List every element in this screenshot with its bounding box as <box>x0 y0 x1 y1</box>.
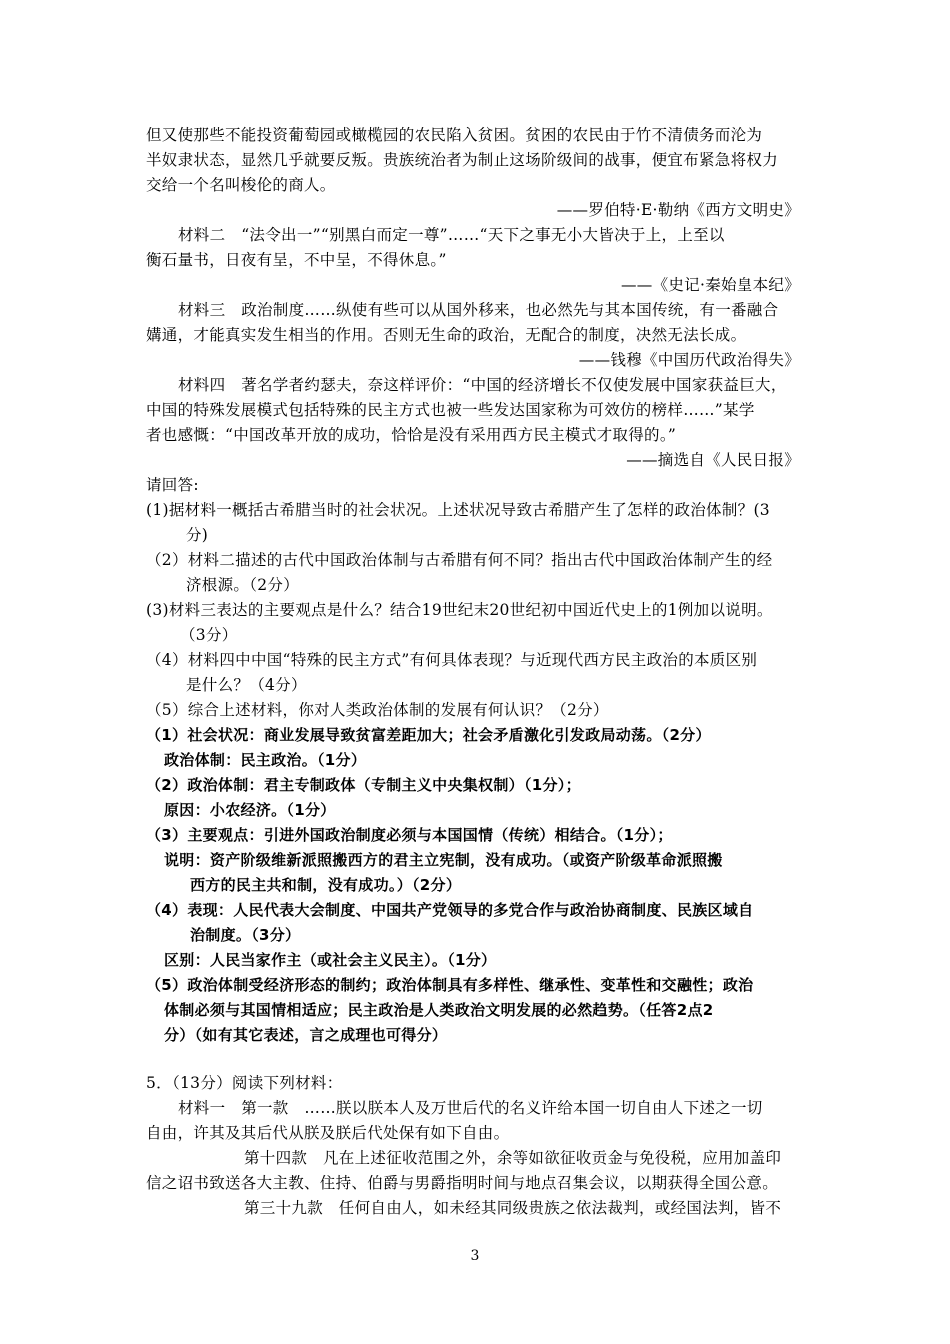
material-one-line: 材料一 第一款 ……朕以朕本人及万世后代的名义许给本国一切自由人下述之一切 <box>178 1099 763 1117</box>
material-two-line: 材料二 “法令出一”“别黑白而定一尊”……“天下之事无小大皆决于上，上至以 <box>178 226 725 244</box>
question-2: （2）材料二描述的古代中国政治体制与古希腊有何不同？指出古代中国政治体制产生的经 <box>146 551 773 569</box>
answer-2-cont: 原因：小农经济。（1分） <box>164 801 336 819</box>
answer-1: （1）社会状况：商业发展导致贫富差距加大；社会矛盾激化引发政局动荡。（2分） <box>146 726 711 744</box>
question-5: （5）综合上述材料，你对人类政治体制的发展有何认识？（2分） <box>146 701 609 719</box>
question-1: (1)据材料一概括古希腊当时的社会状况。上述状况导致古希腊产生了怎样的政治体制？(3 <box>146 501 770 519</box>
answer-5-cont: 分）（如有其它表述，言之成理也可得分） <box>164 1026 448 1044</box>
question-3: (3)材料三表达的主要观点是什么？结合19世纪末20世纪初中国近代史上的1例加以说明。 <box>146 601 773 619</box>
question-3-cont: （3分） <box>180 626 238 644</box>
citation-line: ——罗伯特·E·勒纳《西方文明史》 <box>556 201 800 219</box>
article-14-line: 第十四款 凡在上述征收范围之外，余等如欲征收贡金与免役税，应用加盖印 <box>244 1149 782 1167</box>
citation-line: ——摘选自《人民日报》 <box>626 451 800 469</box>
text-line: 媾通，才能真实发生相当的作用。否则无生命的政治，无配合的制度，决然无法长成。 <box>146 326 747 344</box>
citation-line: ——《史记·秦始皇本纪》 <box>620 276 800 294</box>
question-4-cont: 是什么？（4分） <box>186 676 307 694</box>
answer-4-cont: 区别：人民当家作主（或社会主义民主）。（1分） <box>164 951 497 969</box>
text-line: 衡石量书，日夜有呈，不中呈，不得休息。” <box>146 251 447 269</box>
article-39-line: 第三十九款 任何自由人，如未经其同级贵族之依法裁判，或经国法判，皆不 <box>244 1199 782 1217</box>
answer-1-cont: 政治体制：民主政治。（1分） <box>164 751 367 769</box>
question-4: （4）材料四中中国“特殊的民主方式”有何具体表现？与近现代西方民主政治的本质区别 <box>146 651 758 669</box>
page-number: 3 <box>470 1248 480 1264</box>
answer-3-cont: 西方的民主共和制，没有成功。）（2分） <box>190 876 462 894</box>
answer-4: （4）表现：人民代表大会制度、中国共产党领导的多党合作与政治协商制度、民族区域自 <box>146 901 754 919</box>
text-line: 但又使那些不能投资葡萄园或橄榄园的农民陷入贫困。贫困的农民由于竹不清债务而沦为 <box>146 126 763 144</box>
text-line: 信之诏书致送各大主教、住持、伯爵与男爵指明时间与地点召集会议，以期获得全国公意。 <box>146 1174 779 1192</box>
material-four-line: 材料四 著名学者约瑟夫，奈这样评价：“中国的经济增长不仅使发展中国家获益巨大， <box>178 376 787 394</box>
material-three-line: 材料三 政治制度……纵使有些可以从国外移来，也必然先与其本国传统，有一番融合 <box>178 301 779 319</box>
answer-3-cont: 说明：资产阶级维新派照搬西方的君主立宪制，没有成功。（或资产阶级革命派照搬 <box>164 851 723 869</box>
answer-5-cont: 体制必须与其国情相适应；民主政治是人类政治文明发展的必然趋势。（任答2点2 <box>164 1001 714 1019</box>
text-line: 自由，许其及其后代从朕及朕后代处保有如下自由。 <box>146 1124 510 1142</box>
answer-3: （3）主要观点：引进外国政治制度必须与本国国情（传统）相结合。（1分）； <box>146 826 673 844</box>
answer-5: （5）政治体制受经济形态的制约；政治体制具有多样性、继承性、变革性和交融性；政治 <box>146 976 754 994</box>
question-5-heading: 5．（13分）阅读下列材料： <box>146 1074 343 1092</box>
answer-2: （2）政治体制：君主专制政体（专制主义中央集权制）（1分）； <box>146 776 581 794</box>
answer-4-cont: 治制度。（3分） <box>190 926 301 944</box>
text-line: 半奴隶状态，显然几乎就要反叛。贵族统治者为制止这场阶级间的战事，便宜布紧急将权力 <box>146 151 779 169</box>
citation-line: ——钱穆《中国历代政治得失》 <box>578 351 800 369</box>
text-line: 中国的特殊发展模式包括特殊的民主方式也被一些发达国家称为可效仿的榜样……”某学 <box>146 401 755 419</box>
text-line: 交给一个名叫梭伦的商人。 <box>146 176 336 194</box>
prompt-line: 请回答: <box>146 476 199 494</box>
text-line: 者也感慨：“中国改革开放的成功，恰恰是没有采用西方民主模式才取得的。” <box>146 426 677 444</box>
question-1-cont: 分) <box>186 526 209 544</box>
question-2-cont: 济根源。（2分） <box>186 576 300 594</box>
